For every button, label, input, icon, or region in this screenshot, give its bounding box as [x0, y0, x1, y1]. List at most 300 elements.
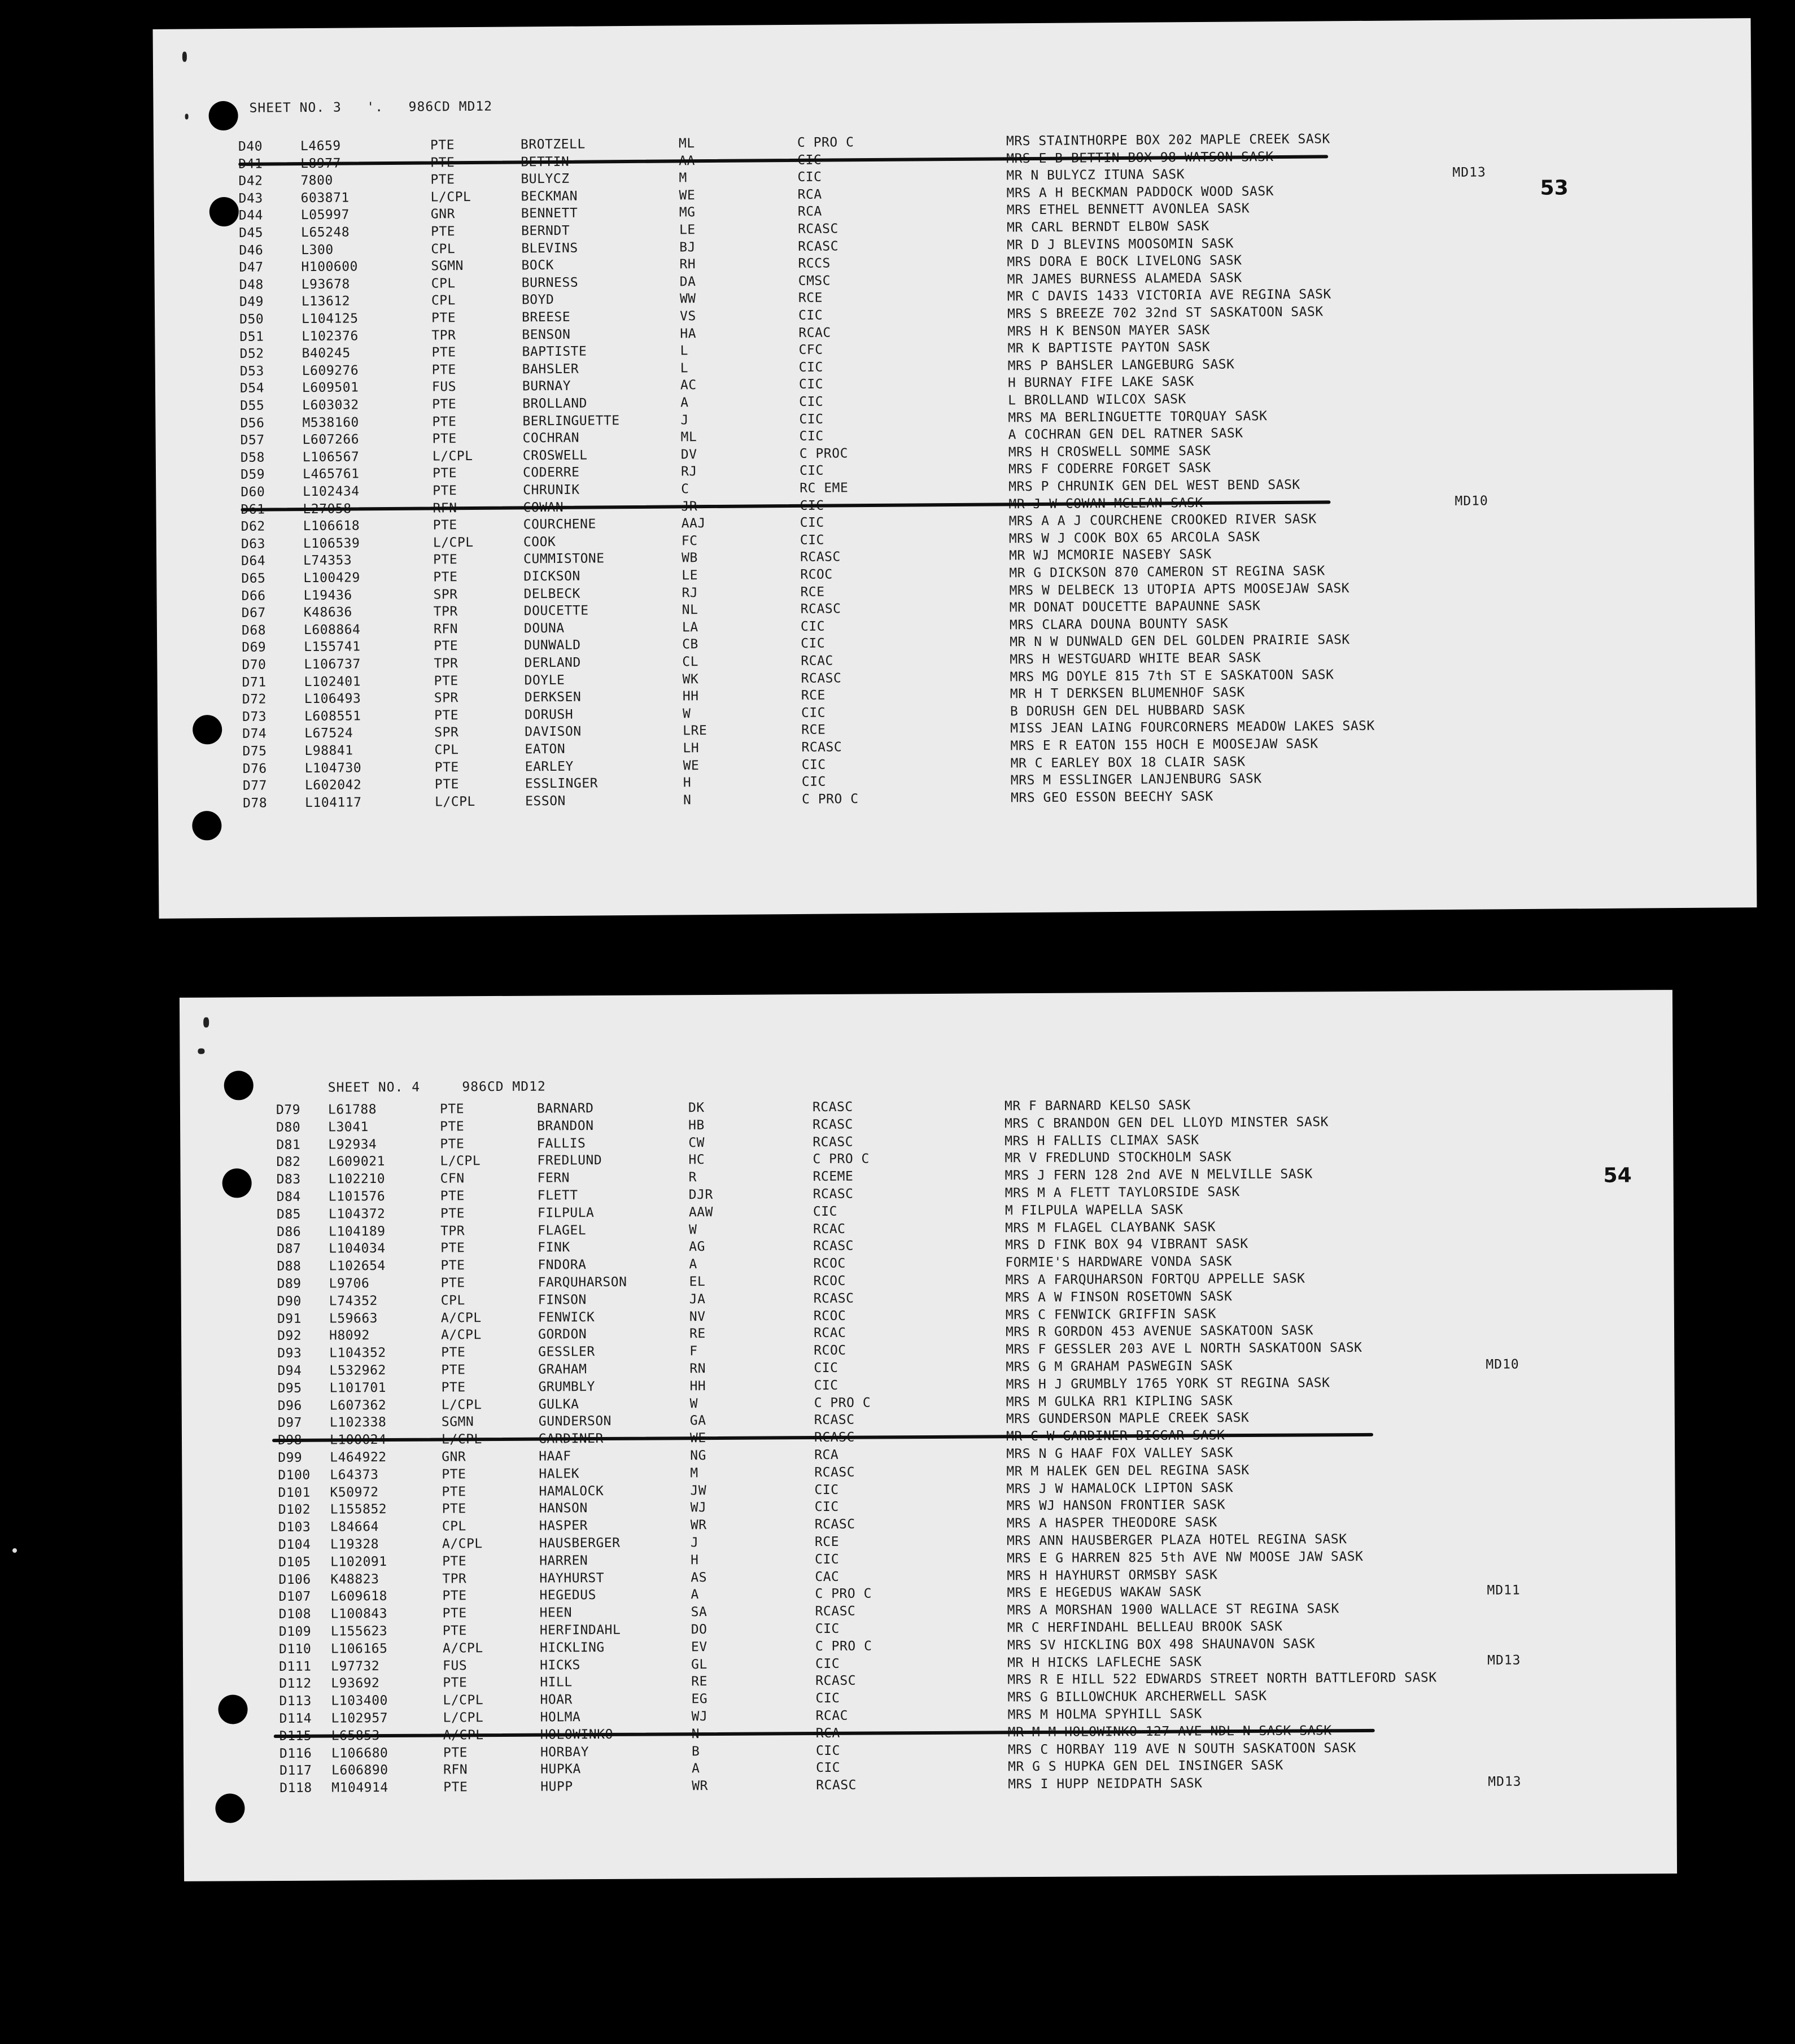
cell-name: CUMMISTONE: [523, 551, 605, 567]
cell-nok: FORMIE'S HARDWARE VONDA SASK: [1005, 1254, 1233, 1270]
cell-name: HORBAY: [540, 1744, 589, 1760]
cell-nok: MRS ETHEL BENNETT AVONLEA SASK: [1006, 201, 1250, 218]
cell-corps: RCASC: [797, 221, 838, 237]
cell-rank: PTE: [440, 1206, 465, 1221]
cell-init: WE: [683, 758, 700, 773]
cell-no: L609618: [330, 1589, 387, 1604]
cell-corps: RCEME: [813, 1169, 854, 1185]
cell-init: J: [680, 412, 689, 427]
cell-corps: C PRO C: [815, 1639, 872, 1654]
cell-id: D69: [242, 640, 267, 656]
ink-mark: [182, 51, 187, 62]
cell-nok: MRS M A FLETT TAYLORSIDE SASK: [1004, 1185, 1240, 1201]
cell-nok: MRS DORA E BOCK LIVELONG SASK: [1007, 253, 1242, 270]
cell-name: HERFINDAHL: [539, 1622, 621, 1638]
cell-corps: RCASC: [813, 1134, 854, 1150]
cell-rank: GNR: [430, 207, 455, 222]
cell-corps: CIC: [814, 1378, 838, 1393]
margin-note: MD11: [1487, 1583, 1521, 1598]
cell-no: L74353: [303, 553, 352, 569]
cell-no: L607362: [329, 1397, 387, 1413]
cell-corps: RCE: [800, 584, 825, 600]
margin-note: MD13: [1452, 165, 1486, 181]
cell-nok: MR CARL BERNDT ELBOW SASK: [1006, 219, 1209, 235]
cell-id: D88: [277, 1259, 302, 1274]
cell-name: HEGEDUS: [539, 1588, 596, 1603]
cell-name: BERLINGUETTE: [522, 413, 620, 429]
cell-id: D112: [279, 1676, 312, 1692]
cell-name: HAAF: [539, 1449, 571, 1464]
cell-name: EATON: [525, 741, 566, 757]
sheet-header: SHEET NO. 4 986CD MD12: [327, 1079, 546, 1095]
cell-no: L102210: [328, 1172, 386, 1187]
cell-no: L155852: [330, 1502, 387, 1517]
cell-nok: MR H T DERKSEN BLUMENHOF SASK: [1010, 685, 1245, 702]
cell-rank: PTE: [433, 552, 458, 567]
cell-rank: PTE: [431, 345, 456, 360]
cell-init: HH: [689, 1378, 706, 1394]
cell-nok: MRS R E HILL 522 EDWARDS STREET NORTH BATTLEFORD SASK: [1007, 1670, 1437, 1688]
cell-id: D117: [279, 1763, 312, 1779]
cell-init: JA: [689, 1291, 706, 1307]
cell-nok: MRS D FINK BOX 94 VIBRANT SASK: [1005, 1237, 1248, 1253]
cell-rank: TPR: [433, 604, 458, 619]
cell-init: WJ: [691, 1709, 708, 1724]
cell-rank: L/CPL: [443, 1693, 484, 1708]
cell-id: D85: [276, 1207, 302, 1222]
cell-nok: MRS I HUPP NEIDPATH SASK: [1008, 1776, 1203, 1792]
cell-name: DICKSON: [523, 569, 580, 584]
cell-rank: CPL: [431, 241, 456, 257]
cell-id: D87: [277, 1242, 302, 1257]
cell-nok: MRS P BAHSLER LANGEBURG SASK: [1007, 357, 1235, 374]
cell-corps: C PROC: [799, 446, 848, 461]
cell-name: DORUSH: [524, 707, 574, 723]
cell-id: D95: [277, 1381, 302, 1396]
cell-corps: CIC: [799, 412, 824, 427]
punch-hole: [215, 1793, 244, 1823]
cell-rank: L/CPL: [430, 189, 471, 205]
cell-init: WR: [692, 1779, 709, 1794]
cell-corps: CIC: [800, 619, 826, 634]
cell-corps: RCAC: [801, 653, 833, 669]
cell-nok: MRS E R EATON 155 HOCH E MOOSEJAW SASK: [1010, 736, 1318, 754]
cell-no: K50972: [330, 1484, 379, 1500]
cell-nok: MRS F GESSLER 203 AVE L NORTH SASKATOON SASK: [1006, 1340, 1362, 1357]
cell-nok: MRS C FENWICK GRIFFIN SASK: [1005, 1306, 1216, 1322]
cell-id: D52: [239, 346, 264, 362]
cell-name: HAMALOCK: [539, 1483, 604, 1499]
record-sheet-4: [180, 990, 1677, 1881]
cell-no: L606890: [331, 1763, 388, 1778]
cell-rank: L/CPL: [443, 1710, 484, 1726]
cell-id: D74: [242, 726, 267, 742]
cell-no: B40245: [302, 346, 351, 361]
cell-nok: MR V FREDLUND STOCKHOLM SASK: [1004, 1150, 1232, 1166]
cell-rank: SPR: [433, 587, 458, 602]
cell-id: D53: [239, 364, 264, 379]
cell-rank: PTE: [433, 483, 457, 499]
cell-init: B: [691, 1744, 700, 1759]
cell-name: DOUCETTE: [523, 603, 589, 619]
cell-nok: MRS A HASPER THEODORE SASK: [1006, 1515, 1217, 1531]
cell-id: D99: [278, 1450, 303, 1466]
punch-hole: [209, 197, 239, 226]
cell-nok: MRS E G HARREN 825 5th AVE NW MOOSE JAW SASK: [1007, 1549, 1364, 1566]
cell-nok: L BROLLAND WILCOX SASK: [1008, 392, 1186, 408]
cell-id: D93: [277, 1346, 302, 1361]
cell-no: L102654: [329, 1259, 386, 1274]
cell-no: L59663: [329, 1311, 378, 1326]
cell-corps: RCASC: [800, 549, 841, 565]
cell-no: L65248: [300, 225, 350, 241]
cell-no: L106680: [331, 1745, 388, 1761]
cell-corps: CIC: [800, 532, 825, 548]
cell-name: HILL: [540, 1675, 573, 1690]
cell-nok: MRS A W FINSON ROSETOWN SASK: [1005, 1289, 1233, 1305]
cell-corps: CIC: [801, 705, 826, 720]
cell-name: FINSON: [538, 1292, 587, 1308]
cell-name: FLAGEL: [538, 1222, 587, 1238]
cell-nok: MRS J FERN 128 2nd AVE N MELVILLE SASK: [1004, 1167, 1313, 1183]
cell-name: COURCHENE: [523, 517, 596, 532]
cell-init: RJ: [680, 464, 697, 479]
cell-no: L609276: [302, 363, 359, 378]
cell-name: CROSWELL: [522, 448, 588, 464]
cell-init: ML: [678, 136, 695, 151]
cell-id: D104: [278, 1537, 311, 1553]
cell-no: L106539: [303, 536, 360, 551]
cell-corps: RCASC: [813, 1186, 854, 1202]
cell-rank: PTE: [442, 1484, 466, 1500]
sheet-page-number: 53: [1540, 176, 1569, 200]
cell-nok: MRS H FALLIS CLIMAX SASK: [1004, 1133, 1199, 1148]
cell-nok: MRS A H BECKMAN PADDOCK WOOD SASK: [1006, 184, 1274, 201]
cell-rank: PTE: [439, 1102, 465, 1117]
cell-rank: L/CPL: [440, 1154, 481, 1169]
cell-name: BROTZELL: [520, 137, 586, 152]
cell-nok: MRS A FARQUHARSON FORTQU APPELLE SASK: [1005, 1271, 1305, 1288]
cell-nok: MRS C HORBAY 119 AVE N SOUTH SASKATOON SASK: [1007, 1740, 1356, 1757]
cell-id: D111: [279, 1659, 312, 1674]
cell-init: FC: [681, 533, 698, 549]
cell-init: WE: [679, 187, 696, 203]
cell-id: D81: [276, 1137, 301, 1152]
cell-rank: PTE: [430, 138, 455, 153]
cell-no: L19328: [330, 1537, 379, 1552]
cell-init: A: [689, 1257, 697, 1272]
cell-name: BAPTISTE: [522, 344, 587, 360]
cell-corps: RCAC: [815, 1708, 849, 1724]
cell-init: R: [688, 1170, 697, 1185]
cell-corps: RCOC: [800, 567, 833, 582]
cell-rank: PTE: [432, 431, 457, 447]
cell-init: WB: [682, 551, 698, 566]
cell-init: NL: [682, 602, 698, 618]
cell-name: BAHSLER: [522, 361, 579, 377]
cell-no: L104352: [329, 1346, 386, 1361]
cell-init: CB: [682, 637, 698, 652]
cell-id: D58: [240, 450, 265, 465]
cell-rank: FUS: [443, 1658, 468, 1674]
cell-nok: MRS MA BERLINGUETTE TORQUAY SASK: [1008, 408, 1268, 425]
cell-no: L64373: [330, 1467, 379, 1483]
margin-note: MD10: [1455, 493, 1488, 509]
cell-nok: MR G S HUPKA GEN DEL INSINGER SASK: [1008, 1758, 1283, 1775]
cell-nok: MRS WJ HANSON FRONTIER SASK: [1006, 1497, 1226, 1514]
cell-rank: PTE: [434, 759, 459, 775]
cell-rank: SPR: [434, 691, 458, 706]
cell-init: NV: [689, 1309, 706, 1324]
cell-name: GORDON: [538, 1327, 587, 1343]
cell-name: HALEK: [539, 1466, 580, 1482]
cell-init: LRE: [683, 723, 707, 739]
cell-id: D54: [239, 381, 265, 396]
cell-id: D102: [278, 1503, 311, 1518]
punch-hole: [192, 811, 221, 840]
cell-name: GULKA: [538, 1396, 579, 1412]
cell-id: D82: [276, 1155, 301, 1170]
cell-no: L104730: [304, 760, 362, 776]
cell-rank: SGMN: [431, 259, 464, 274]
cell-name: HUPKA: [540, 1762, 581, 1777]
cell-corps: CIC: [798, 360, 823, 375]
cell-corps: RCASC: [813, 1117, 853, 1132]
cell-name: HEEN: [539, 1605, 573, 1621]
cell-corps: CIC: [814, 1360, 838, 1376]
cell-name: HAYHURST: [539, 1570, 605, 1586]
cell-corps: RCAC: [813, 1221, 846, 1237]
cell-id: D76: [242, 761, 267, 776]
cell-rank: PTE: [442, 1623, 467, 1639]
cell-name: DOUNA: [523, 621, 565, 636]
cell-init: AC: [680, 378, 697, 393]
cell-nok: MR C DAVIS 1433 VICTORIA AVE REGINA SASK: [1007, 287, 1331, 304]
cell-no: L106618: [303, 518, 360, 534]
cell-corps: CAC: [815, 1569, 840, 1584]
cell-rank: CFN: [440, 1171, 465, 1186]
cell-no: H100600: [301, 259, 359, 275]
cell-no: L4659: [300, 138, 341, 154]
cell-name: FILPULA: [537, 1205, 595, 1221]
cell-id: D47: [239, 260, 264, 276]
cell-id: D114: [279, 1711, 312, 1727]
cell-no: L608864: [303, 622, 361, 637]
cell-corps: CIC: [799, 464, 824, 479]
cell-id: D103: [278, 1519, 311, 1535]
cell-name: FENWICK: [538, 1309, 595, 1325]
cell-id: D66: [241, 588, 266, 604]
cell-corps: RCASC: [815, 1674, 857, 1689]
cell-nok: MRS G BILLOWCHUK ARCHERWELL SASK: [1007, 1689, 1267, 1705]
cell-rank: A/CPL: [440, 1310, 482, 1326]
cell-id: D75: [242, 744, 267, 759]
cell-name: FERN: [537, 1171, 570, 1186]
cell-rank: PTE: [433, 570, 458, 585]
cell-nok: MRS S BREEZE 702 32nd ST SASKATOON SASK: [1007, 304, 1324, 322]
cell-corps: CIC: [800, 515, 824, 531]
cell-no: L603032: [302, 398, 359, 413]
cell-init: WJ: [690, 1500, 707, 1515]
cell-corps: C PRO C: [814, 1395, 871, 1410]
cell-id: D40: [238, 139, 263, 154]
cell-init: L: [680, 343, 688, 359]
cell-rank: PTE: [442, 1554, 467, 1569]
cell-name: GRUMBLY: [538, 1379, 596, 1395]
cell-name: FINK: [538, 1240, 570, 1256]
cell-nok: MR C HERFINDAHL BELLEAU BROOK SASK: [1007, 1619, 1283, 1636]
cell-no: L106567: [302, 449, 360, 465]
cell-no: L93692: [331, 1676, 380, 1691]
cell-corps: C PRO C: [797, 135, 854, 150]
cell-init: RE: [691, 1674, 708, 1689]
cell-corps: RCASC: [814, 1517, 855, 1532]
cell-init: C: [681, 482, 689, 497]
cell-nok: MR JAMES BURNESS ALAMEDA SASK: [1007, 270, 1242, 287]
cell-nok: MR M HALEK GEN DEL REGINA SASK: [1006, 1462, 1250, 1479]
cell-rank: PTE: [443, 1780, 468, 1795]
cell-no: L19436: [303, 588, 352, 603]
cell-corps: RCASC: [814, 1413, 855, 1428]
sheet-page-number: 54: [1603, 1164, 1632, 1187]
cell-rank: SGMN: [441, 1414, 474, 1430]
cell-corps: C PRO C: [815, 1586, 872, 1602]
cell-init: A: [691, 1587, 699, 1602]
cell-no: L101576: [328, 1189, 386, 1204]
cell-rank: PTE: [443, 1675, 468, 1691]
cell-id: D48: [239, 277, 264, 292]
cell-init: DA: [679, 274, 696, 290]
cell-no: L602042: [304, 778, 362, 793]
margin-note: MD13: [1488, 1774, 1522, 1790]
cell-init: J: [690, 1535, 699, 1551]
cell-name: HICKS: [540, 1657, 580, 1673]
cell-init: F: [689, 1344, 698, 1359]
cell-id: D67: [241, 605, 266, 621]
cell-id: D78: [243, 796, 268, 811]
cell-name: BOCK: [521, 258, 554, 273]
cell-nok: MISS JEAN LAING FOURCORNERS MEADOW LAKES SASK: [1010, 719, 1375, 736]
cell-rank: PTE: [430, 172, 455, 187]
cell-id: D64: [241, 553, 266, 569]
cell-rank: PTE: [433, 518, 457, 533]
cell-nok: MRS MG DOYLE 815 7th ST E SASKATOON SASK: [1010, 667, 1334, 684]
cell-nok: MRS M FLAGEL CLAYBANK SASK: [1005, 1219, 1216, 1235]
cell-nok: MR H HICKS LAFLECHE SASK: [1007, 1654, 1202, 1670]
cell-rank: SPR: [434, 725, 459, 740]
cell-corps: CIC: [815, 1743, 841, 1758]
cell-nok: MRS STAINTHORPE BOX 202 MAPLE CREEK SASK: [1006, 132, 1330, 149]
cell-name: GUNDERSON: [538, 1414, 612, 1430]
cell-init: HA: [680, 326, 697, 341]
cell-id: D60: [241, 484, 265, 500]
cell-id: D94: [277, 1363, 302, 1379]
cell-id: D71: [242, 675, 267, 690]
cell-name: BARNARD: [536, 1101, 594, 1116]
cell-corps: CIC: [798, 377, 824, 392]
cell-init: LA: [682, 619, 698, 635]
cell-no: L464922: [330, 1450, 387, 1465]
cell-init: RE: [689, 1326, 706, 1342]
cell-init: MG: [679, 205, 696, 220]
cell-id: D110: [278, 1641, 312, 1657]
cell-id: D108: [278, 1606, 312, 1622]
cell-nok: MR F BARNARD KELSO SASK: [1004, 1098, 1191, 1114]
cell-nok: MRS P CHRUNIK GEN DEL WEST BEND SASK: [1008, 477, 1300, 495]
cell-corps: RCE: [801, 688, 826, 704]
cell-init: NG: [690, 1448, 706, 1464]
cell-name: BENSON: [522, 327, 571, 342]
cell-corps: RCASC: [813, 1291, 854, 1306]
cell-no: L532962: [329, 1363, 386, 1378]
cell-no: L300: [301, 242, 334, 257]
cell-id: D96: [277, 1398, 302, 1413]
cell-nok: MRS H J GRUMBLY 1765 YORK ST REGINA SASK: [1006, 1375, 1330, 1392]
cell-corps: RCAC: [798, 325, 831, 340]
cell-name: DERKSEN: [524, 689, 582, 705]
cell-init: W: [689, 1396, 698, 1411]
cell-name: HARREN: [539, 1553, 588, 1569]
cell-no: L102338: [329, 1415, 387, 1430]
cell-no: L106737: [304, 657, 361, 672]
cell-nok: MR WJ MCMORIE NASEBY SASK: [1008, 547, 1212, 564]
cell-rank: CPL: [442, 1519, 466, 1534]
cell-id: D100: [278, 1468, 311, 1483]
cell-no: 603871: [300, 190, 350, 206]
cell-init: W: [689, 1222, 697, 1237]
cell-rank: PTE: [441, 1362, 466, 1378]
cell-id: D62: [241, 519, 265, 535]
cell-nok: MRS M ESSLINGER LANJENBURG SASK: [1010, 771, 1262, 788]
cell-init: A: [680, 395, 689, 410]
cell-rank: PTE: [440, 1258, 465, 1273]
cell-no: L92934: [328, 1137, 377, 1152]
cell-nok: MRS H HAYHURST ORMSBY SASK: [1007, 1567, 1218, 1583]
cell-id: D101: [278, 1485, 311, 1500]
cell-corps: CIC: [801, 757, 826, 772]
cell-nok: MRS F CODERRE FORGET SASK: [1008, 461, 1211, 477]
cell-no: K48636: [303, 605, 352, 621]
cell-no: H8092: [329, 1328, 370, 1343]
cell-nok: MRS ANN HAUSBERGER PLAZA HOTEL REGINA SASK: [1006, 1532, 1347, 1549]
cell-rank: PTE: [441, 1345, 466, 1360]
cell-name: BERNDT: [521, 223, 570, 239]
cell-corps: RCASC: [800, 601, 841, 617]
cell-corps: RCE: [801, 722, 826, 738]
cell-nok: MRS C BRANDON GEN DEL LLOYD MINSTER SASK: [1004, 1115, 1329, 1132]
punch-hole: [193, 715, 222, 744]
cell-init: HC: [688, 1152, 705, 1168]
cell-init: LE: [679, 222, 696, 238]
margin-note: MD13: [1487, 1653, 1521, 1668]
dust-speck: [12, 1548, 17, 1553]
cell-name: HICKLING: [539, 1640, 605, 1656]
cell-nok: MRS A MORSHAN 1900 WALLACE ST REGINA SASK: [1007, 1601, 1339, 1618]
cell-init: H: [683, 775, 692, 790]
cell-init: DV: [680, 447, 697, 462]
ink-mark: [198, 1049, 204, 1054]
cell-init: WK: [682, 671, 699, 687]
cell-rank: PTE: [440, 1241, 465, 1256]
cell-id: D57: [240, 433, 265, 448]
cell-no: L607266: [302, 432, 360, 448]
cell-id: D118: [279, 1780, 312, 1796]
cell-name: FLETT: [537, 1188, 578, 1203]
cell-rank: PTE: [440, 1119, 465, 1134]
cell-name: BURNESS: [521, 275, 579, 291]
cell-nok: MRS G M GRAHAM PASWEGIN SASK: [1006, 1359, 1233, 1375]
cell-no: L74352: [329, 1293, 378, 1309]
